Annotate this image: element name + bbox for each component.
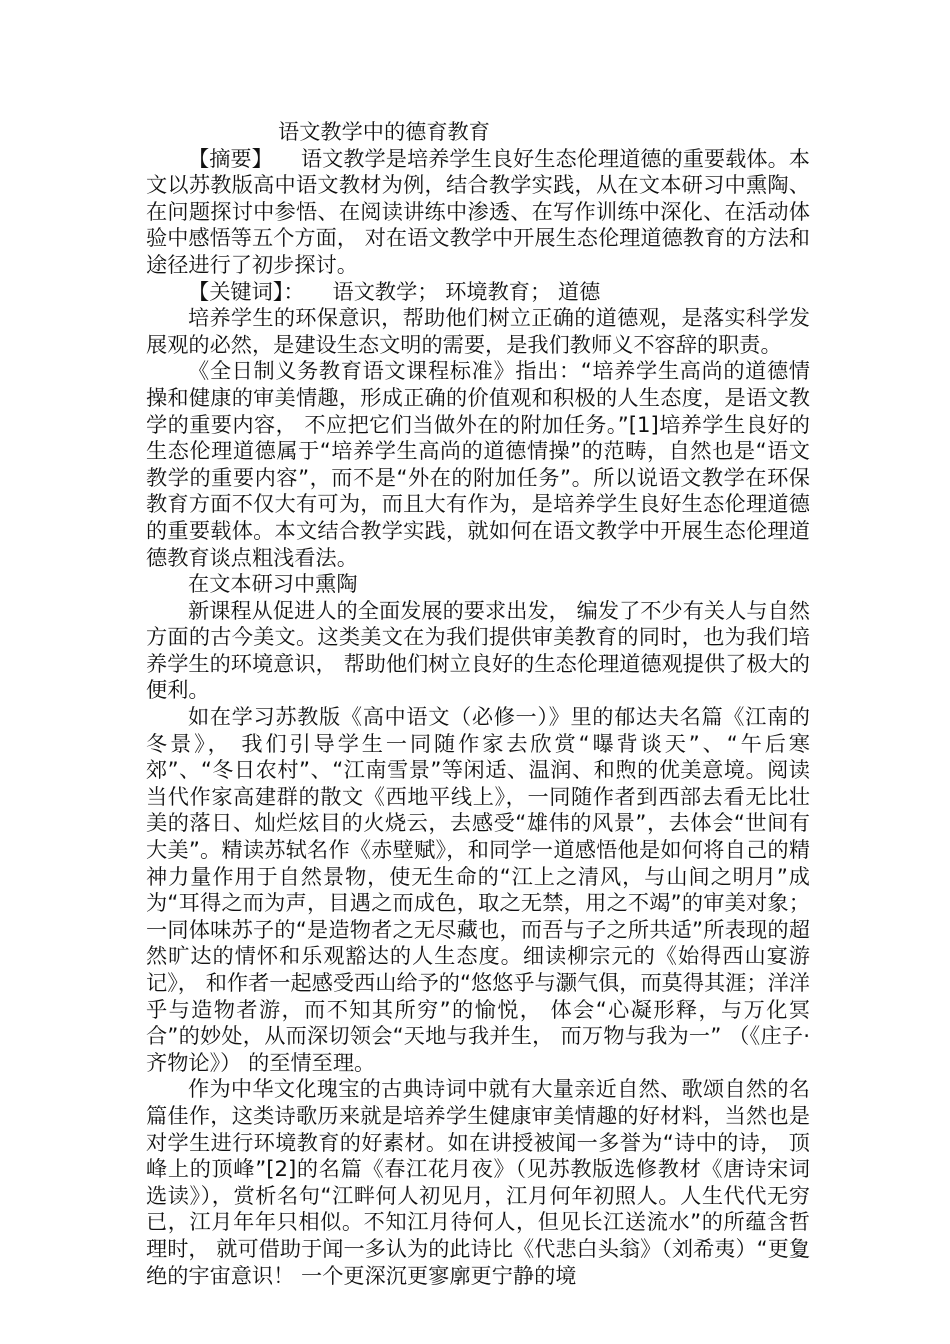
keywords-paragraph bbox=[146, 279, 810, 306]
body-paragraph-1: 培养学生的环保意识，帮助他们树立正确的道德观，是落实科学发展观的必然，是建设生态文明的需要，是我们教师义不容辞的职责。 bbox=[146, 305, 810, 357]
body-paragraph-4: 如在学习苏教版《高中语文（必修一）》里的郁达夫名篇《江南的冬景》， 我们引导学生一同随作家去欣赏“曝背谈天”、“午后寒郊”、“冬日农村”、“江南雪景”等闲适、温润、和煦的优美意境。阅读当代作家高建群的散文《西地平线上》，一同随作者到西部去看无比壮美的落日、灿烂炫目的火烧云，去感受“雄伟的风景”，去体会“世间有大美”。精读苏轼名作《赤壁赋》，和同学一道感悟他是如何将自己的精神力量作用于自然景物，使无生命的“江上之清风，与山间之明月”成为“耳得之而为声，目遇之而成色，取之无禁，用之不竭”的审美对象；一同体味苏子的“是造物者之无尽藏也，而吾与子之所共适”所表现的超然旷达的情怀和乐观豁达的人生态度。细读柳宗元的《始得西山宴游记》， 和作者一起感受西山给予的“悠悠乎与灏气俱，而莫得其涯；洋洋乎与造物者游，而不知其所穷”的愉悦， 体会“心凝形释，与万化冥合”的妙处，从而深切领会“天地与我并生， 而万物与我为一” （《庄子·齐物论》） 的至情至理。 bbox=[146, 704, 810, 1075]
body-paragraph-3: 新课程从促进人的全面发展的要求出发， 编发了不少有关人与自然方面的古今美文。这类美文在为我们提供审美教育的同时，也为我们培养学生的环境意识， 帮助他们树立良好的生态伦理道德观提供了极大的便利。 bbox=[146, 597, 810, 703]
keywords-text: 语文教学； 环境教育； 道德 bbox=[332, 278, 601, 304]
abstract-paragraph bbox=[146, 146, 810, 279]
body-paragraph-2: 《全日制义务教育语文课程标准》指出：“培养学生高尚的道德情操和健康的审美情趣，形成正确的价值观和积极的人生态度，是语文教学的重要内容， 不应把它们当做外在的附加任务。”[1]培养学生良好的生态伦理道德属于“培养学生高尚的道德情操”的范畴，自然也是“语文教学的重要内容”，而不是“外在的附加任务”。所以说语文教学在环保教育方面不仅大有可为，而且大有作为，是培养学生良好生态伦理道德的重要载体。本文结合教学实践，就如何在语文教学中开展生态伦理道德教育谈点粗浅看法。 bbox=[146, 358, 810, 570]
abstract-text: 语文教学是培养学生良好生态伦理道德的重要载体。本文以苏教版高中语文教材为例，结合教学实践，从在文本研习中熏陶、在问题探讨中参悟、在阅读讲练中渗透、在写作训练中深化、在活动体验中感悟等五个方面， 对在语文教学中开展生态伦理道德教育的方法和途径进行了初步探讨。 bbox=[146, 145, 810, 277]
section-heading-1: 在文本研习中熏陶 bbox=[188, 571, 358, 597]
document-title: 语文教学中的德育教育 bbox=[278, 119, 490, 144]
document-body bbox=[146, 119, 810, 1289]
body-paragraph-5: 作为中华文化瑰宝的古典诗词中就有大量亲近自然、歌颂自然的名篇佳作，这类诗歌历来就是培养学生健康审美情趣的好材料，当然也是对学生进行环境教育的好素材。如在讲授被闻一多誉为“诗中的诗， 顶峰上的顶峰”[2]的名篇《春江花月夜》（见苏教版选修教材《唐诗宋词选读》），赏析名句“江畔何人初见月，江月何年初照人。人生代代无穷已，江月年年只相似。不知江月待何人，但见长江送流水”的所蕴含哲理时， 就可借助于闻一多认为的此诗比《代悲白头翁》（刘希夷）“更夐绝的宇宙意识！ 一个更深沉更寥廓更宁静的境 bbox=[146, 1076, 810, 1288]
keywords-label: 【关键词】： bbox=[188, 278, 305, 304]
abstract-label: 【摘要】 bbox=[188, 145, 273, 171]
